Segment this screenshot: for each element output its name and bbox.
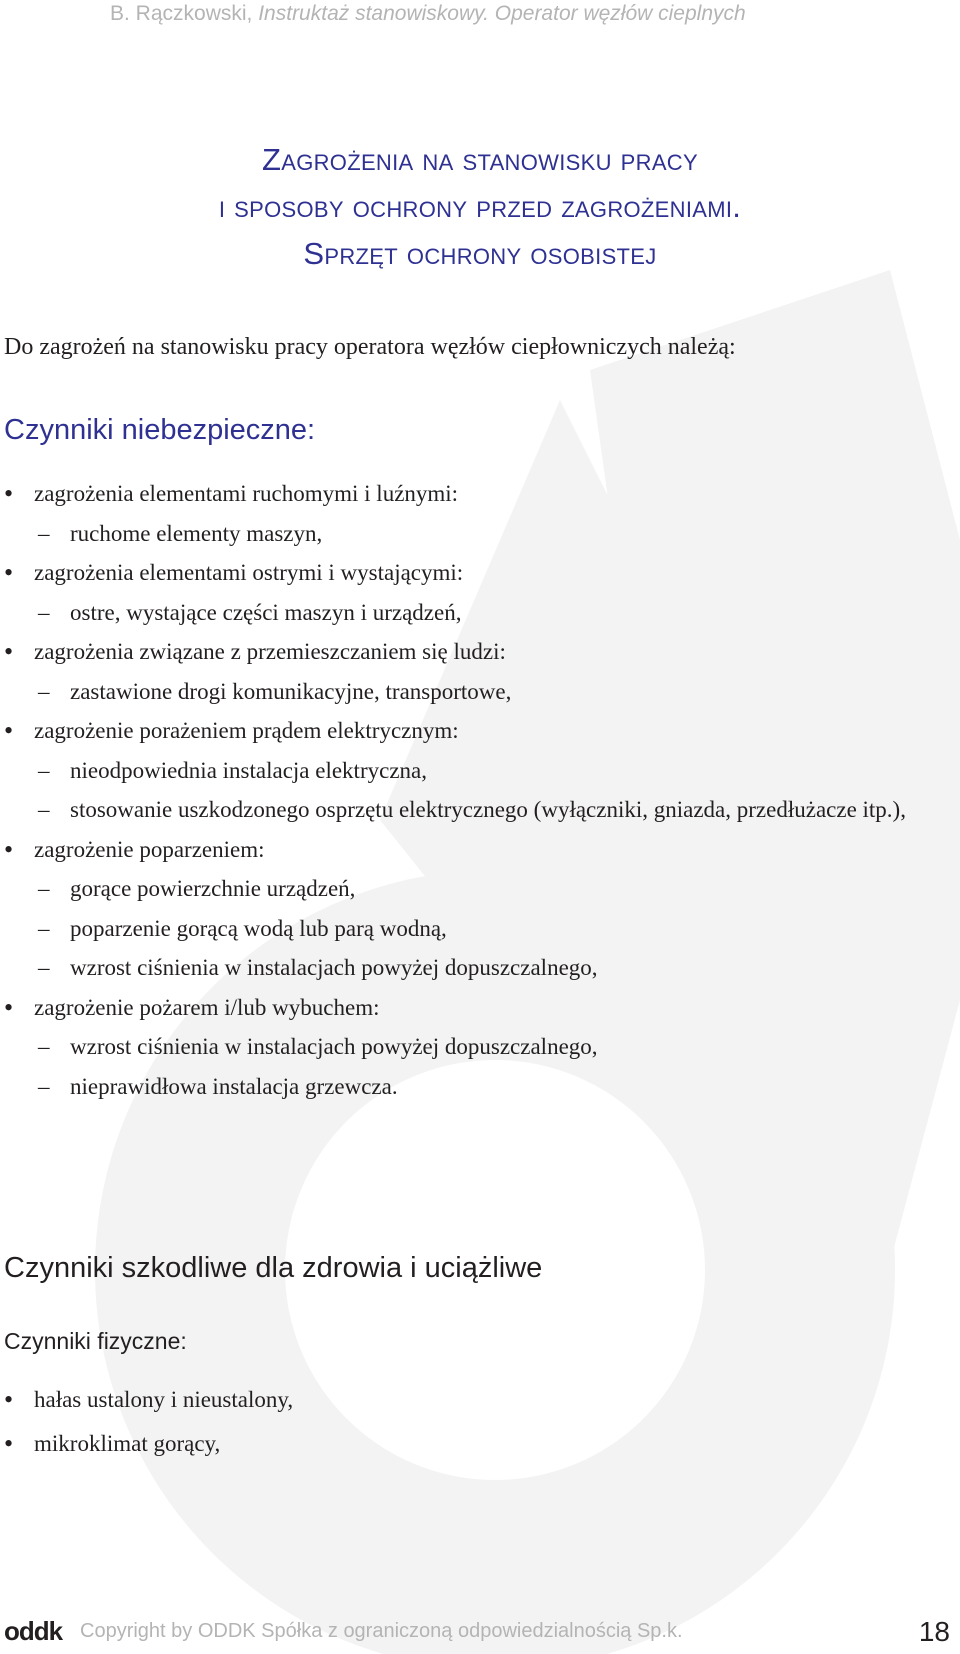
oddk-logo: oddk	[4, 1616, 63, 1646]
page-number: 18	[918, 1616, 950, 1647]
header-book-title: Instruktaż stanowiskowy. Operator węzłów cieplnych	[258, 2, 746, 25]
title-line-2: i sposoby ochrony przed zagrożeniami.	[218, 189, 742, 224]
page-footer	[0, 1610, 960, 1650]
list-item: • zagrożenia związane z przemieszczaniem się ludzi:	[0, 632, 960, 672]
title-line-3: Sprzęt ochrony osobistej	[303, 236, 657, 271]
section-heading-dangerous-factors: Czynniki niebezpieczne:	[4, 414, 316, 446]
sub-list-item: – gorące powierzchnie urządzeń,	[0, 869, 960, 909]
sub-list-item: – zastawione drogi komunikacyjne, transportowe,	[0, 672, 960, 712]
list-item: • zagrożenie poparzeniem:	[0, 830, 960, 870]
running-header	[110, 2, 746, 26]
sub-list-item: – wzrost ciśnienia w instalacjach powyżej dopuszczalnego,	[0, 948, 960, 988]
list-item: • zagrożenia elementami ostrymi i wystającymi:	[0, 553, 960, 593]
page-title	[0, 136, 960, 277]
list-item: • hałas ustalony i nieustalony,	[0, 1378, 960, 1422]
subsection-heading-physical-factors: Czynniki fizyczne:	[4, 1328, 187, 1354]
list-item: • zagrożenie pożarem i/lub wybuchem:	[0, 988, 960, 1028]
sub-list-item: – poparzenie gorącą wodą lub parą wodną,	[0, 909, 960, 949]
dangerous-factors-list	[0, 474, 960, 1106]
sub-list-item: – ostre, wystające części maszyn i urządzeń,	[0, 593, 960, 633]
section-heading-harmful-factors: Czynniki szkodliwe dla zdrowia i uciążliwe	[4, 1252, 543, 1284]
copyright-text: Copyright by ODDK Spółka z ograniczoną odpowiedzialnością Sp.k.	[80, 1620, 683, 1642]
sub-list-item: – nieodpowiednia instalacja elektryczna,	[0, 751, 960, 791]
sub-list-item: – wzrost ciśnienia w instalacjach powyżej dopuszczalnego,	[0, 1027, 960, 1067]
sub-list-item: – stosowanie uszkodzonego osprzętu elektrycznego (wyłączniki, gniazda, przedłużacze itp.),	[0, 790, 960, 830]
sub-list-item: – nieprawidłowa instalacja grzewcza.	[0, 1067, 960, 1107]
sub-list-item: – ruchome elementy maszyn,	[0, 514, 960, 554]
header-author: B. Rączkowski,	[110, 2, 253, 25]
title-line-1: Zagrożenia na stanowisku pracy	[262, 142, 698, 177]
physical-factors-list	[0, 1378, 960, 1466]
intro-paragraph: Do zagrożeń na stanowisku pracy operatora węzłów ciepłowniczych należą:	[4, 334, 736, 360]
list-item: • mikroklimat gorący,	[0, 1422, 960, 1466]
list-item: • zagrożenie porażeniem prądem elektrycznym:	[0, 711, 960, 751]
list-item: • zagrożenia elementami ruchomymi i luźnymi:	[0, 474, 960, 514]
